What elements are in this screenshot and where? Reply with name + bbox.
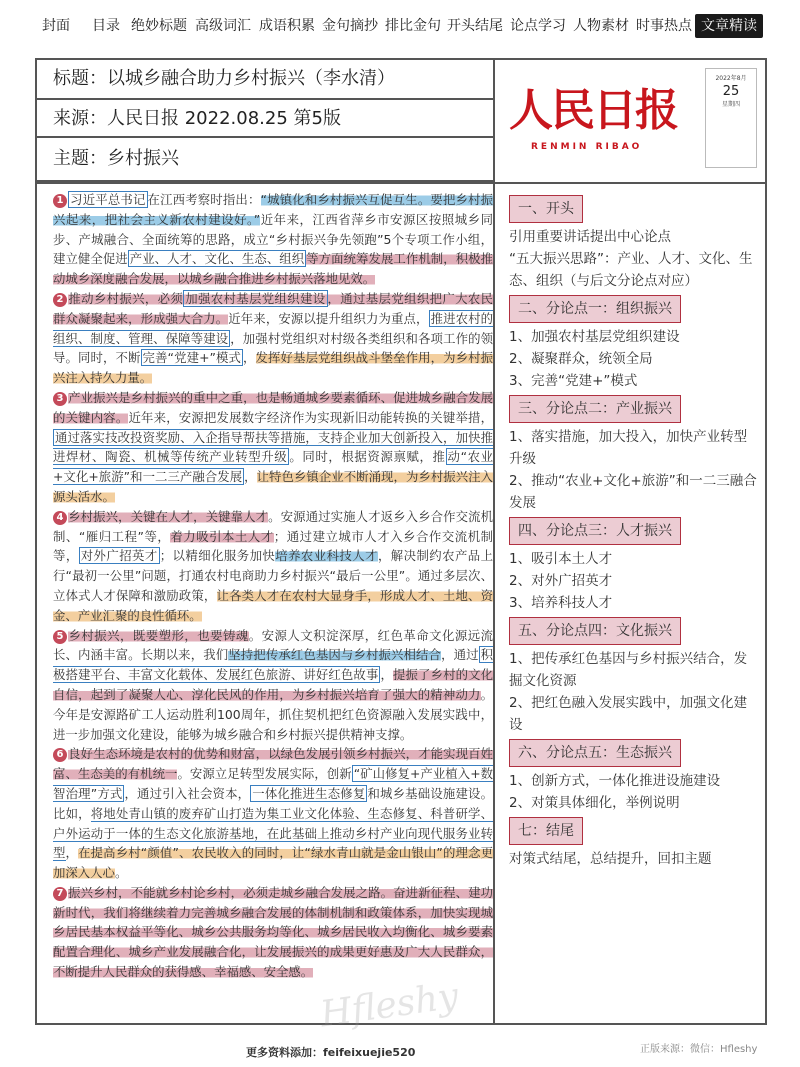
paragraph-2: 2 推动乡村振兴，必须 加强农村基层党组织建设 ，通过基层党组织把广大农民群众凝聚起来，形成强大合力。近年来，安源以提升组织力为重点， 推进农村的组织、制度、管理、保障等建设 ，加强村党组织对村级各类组织和各项工作的领导。同时，不断 完善“党建+”模式 ，发挥好基层党组织战斗堡垒作用，为乡村振兴注入持久力量。 — [53, 290, 494, 386]
note-line: 1、把传承红色基因与乡村振兴结合，发掘文化资源 — [509, 651, 748, 689]
section-heading: 七：结尾 — [509, 817, 583, 845]
paragraph-6: 6 良好生态环境是农村的优势和财富，以绿色发展引领乡村振兴，才能实现百姓富、生态美的有机统一。安源立足转型发展实际，创新 “矿山修复+产业植入+数智治理”方式 ，通过引入社会资本， 一体化推进生态修复 和城乡基础设施建设。比如，将地处青山镇的废弃矿山打造为集工业文化体验、生态修复、科普研学、户外运动于一体的生态文化旅游基地，在此基础上推动乡村产业向现代服务业转型，在提高乡村“颜值”、农民收入的同时，让“绿水青山就是金山银山”的理念更加深入人心。 — [53, 746, 494, 881]
note-line: 1、加强农村基层党组织建设 — [509, 329, 680, 345]
weekday: 星期四 — [721, 101, 740, 108]
paragraph-4: 4 乡村振兴，关键在人才，关键靠人才。安源通过实施人才返乡入乡合作交流机制、“雁归工程”等，着力吸引本土人才；通过建立城市人才入乡合作交流机制等， 对外广招英才 ；以精细化服务加快培养农业科技人才，解决制约农产品上行“最初一公里”问题，打通农村电商助力乡村振兴“最后一公里”。通过多层次、立体式人才保障和激励政策，让各类人才在农村大显身手，形成人才、土地、资金、产业汇聚的良性循环。 — [53, 508, 494, 623]
divider — [493, 184, 495, 1023]
nav-item-news[interactable]: 时事热点 — [636, 18, 692, 34]
note-line: 2、把红色融入发展实践中，加强文化建设 — [509, 695, 748, 733]
paragraph-1: 1 习近平总书记 在江西考察时指出：“城镇化和乡村振兴互促互生。要把乡村振兴起来，把社会主义新农村建设好。”近年来，江西省萍乡市安源区按照城乡同步、产城融合、全面统筹的思路，成立“乡村振兴争先领跑”5个专项工作小组，建立健全促进 产业、人才、文化、生态、组织 等方面统筹发展工作机制，积极推动城乡深度融合发展，以城乡融合推进乡村振兴落地见效。 — [53, 192, 494, 287]
divider — [37, 182, 765, 184]
nav-item-idioms[interactable]: 成语积累 — [259, 18, 315, 34]
nav-item-people[interactable]: 人物素材 — [573, 18, 629, 34]
note-line: 1、落实措施，加大投入，加快产业转型升级 — [509, 429, 748, 467]
article-title: 标题：以城乡融合助力乡村振兴（李水清） — [37, 60, 495, 100]
note-line: “五大振兴思路”：产业、人才、文化、生态、组织（与后文分论点对应） — [509, 251, 753, 289]
section-heading: 六、分论点五：生态振兴 — [509, 739, 681, 767]
nav-item-cover[interactable]: 封面 — [42, 18, 70, 34]
newspaper-datebox — [705, 68, 757, 168]
nav-item-openings[interactable]: 开头结尾 — [447, 18, 503, 34]
nav-item-titles[interactable]: 绝妙标题 — [131, 18, 187, 34]
article-body — [53, 190, 493, 982]
note-line: 2、推动“农业+文化+旅游”和一二三融合发展 — [509, 473, 757, 511]
note-line: 2、对策具体细化，举例说明 — [509, 795, 680, 811]
nav-item-quotes[interactable]: 金句摘抄 — [322, 18, 378, 34]
note-line: 1、吸引本土人才 — [509, 551, 613, 567]
section-heading: 一、开头 — [509, 195, 583, 223]
note-line: 2、对外广招英才 — [509, 573, 613, 589]
nav-item-vocab[interactable]: 高级词汇 — [195, 18, 251, 34]
watermark: Hfleshy — [317, 975, 461, 1036]
note-line: 2、凝聚群众，统领全局 — [509, 351, 653, 367]
nav-item-toc[interactable]: 目录 — [92, 18, 120, 34]
note-line: 引用重要讲话提出中心论点 — [509, 229, 671, 245]
nav-item-parallel[interactable]: 排比金句 — [385, 18, 441, 34]
note-line: 对策式结尾，总结提升，回扣主题 — [509, 851, 712, 867]
date-day: 25 — [722, 84, 740, 99]
article-source: 来源：人民日报 2022.08.25 第5版 — [37, 100, 495, 138]
paragraph-3: 3 产业振兴是乡村振兴的重中之重，也是畅通城乡要素循环、促进城乡融合发展的关键内容。近年来，安源把发展数字经济作为实现新旧动能转换的关键举措，通过落实技改投资奖励、入企指导帮扶等措施，支持企业加大创新投入，加快推进焊材、陶瓷、机械等传统产业转型升级 。同时，根据资源禀赋，推 动“农业+文化+旅游”和一二三产融合发展 ，让特色乡镇企业不断涌现，为乡村振兴注入源头活水。 — [53, 389, 494, 504]
section-heading: 四、分论点三：人才振兴 — [509, 517, 681, 545]
note-line: 3、完善“党建+”模式 — [509, 373, 638, 389]
section-heading: 三、分论点二：产业振兴 — [509, 395, 681, 423]
header-table — [37, 60, 495, 182]
newspaper-logo-en: RENMIN RIBAO — [531, 142, 643, 152]
outline-notes — [509, 192, 759, 870]
note-line: 3、培养科技人才 — [509, 595, 613, 611]
footer-source: 正版来源：微信：Hfleshy — [640, 1044, 758, 1055]
section-heading: 二、分论点一：组织振兴 — [509, 295, 681, 323]
article-topic: 主题：乡村振兴 — [37, 138, 495, 182]
paragraph-5: 5 乡村振兴，既要塑形，也要铸魂。安源人文积淀深厚，红色革命文化源远流长、内涵丰富。长期以来，我们坚持把传承红色基因与乡村振兴相结合，通过 积极搭建平台、丰富文化载体、发展红色旅游、讲好红色故事 ，提振了乡村的文化自信，起到了凝聚人心、淳化民风的作用，为乡村振兴培育了强大的精神动力。今年是安源路矿工人运动胜利100周年，抓住契机把红色资源融入发展实践中，进一步加强文化建设，能够为城乡融合和乡村振兴提供精神支撑。 — [53, 627, 494, 742]
nav-item-reading-active[interactable]: 文章精读 — [695, 14, 763, 38]
top-nav — [0, 0, 800, 52]
section-heading: 五、分论点四：文化振兴 — [509, 617, 681, 645]
note-line: 1、创新方式，一体化推进设施建设 — [509, 773, 721, 789]
paragraph-7: 7 振兴乡村，不能就乡村论乡村，必须走城乡融合发展之路。奋进新征程、建功新时代，我们将继续着力完善城乡融合发展的体制机制和政策体系，加快实现城乡居民基本权益平等化、城乡公共服务均等化、城乡居民收入均衡化、城乡要素配置合理化、城乡产业发展融合化，让发展振兴的成果更好惠及广大人民群众，不断提升人民群众的获得感、幸福感、安全感。 — [53, 884, 493, 980]
nav-item-arguments[interactable]: 论点学习 — [510, 18, 566, 34]
newspaper-masthead — [495, 60, 765, 182]
footer-contact: 更多资料添加：feifeixuejie520 — [246, 1046, 416, 1059]
date-year: 2022年8月 — [715, 75, 747, 82]
newspaper-logo: 人民日报 — [509, 85, 677, 136]
main-frame — [35, 58, 767, 1025]
